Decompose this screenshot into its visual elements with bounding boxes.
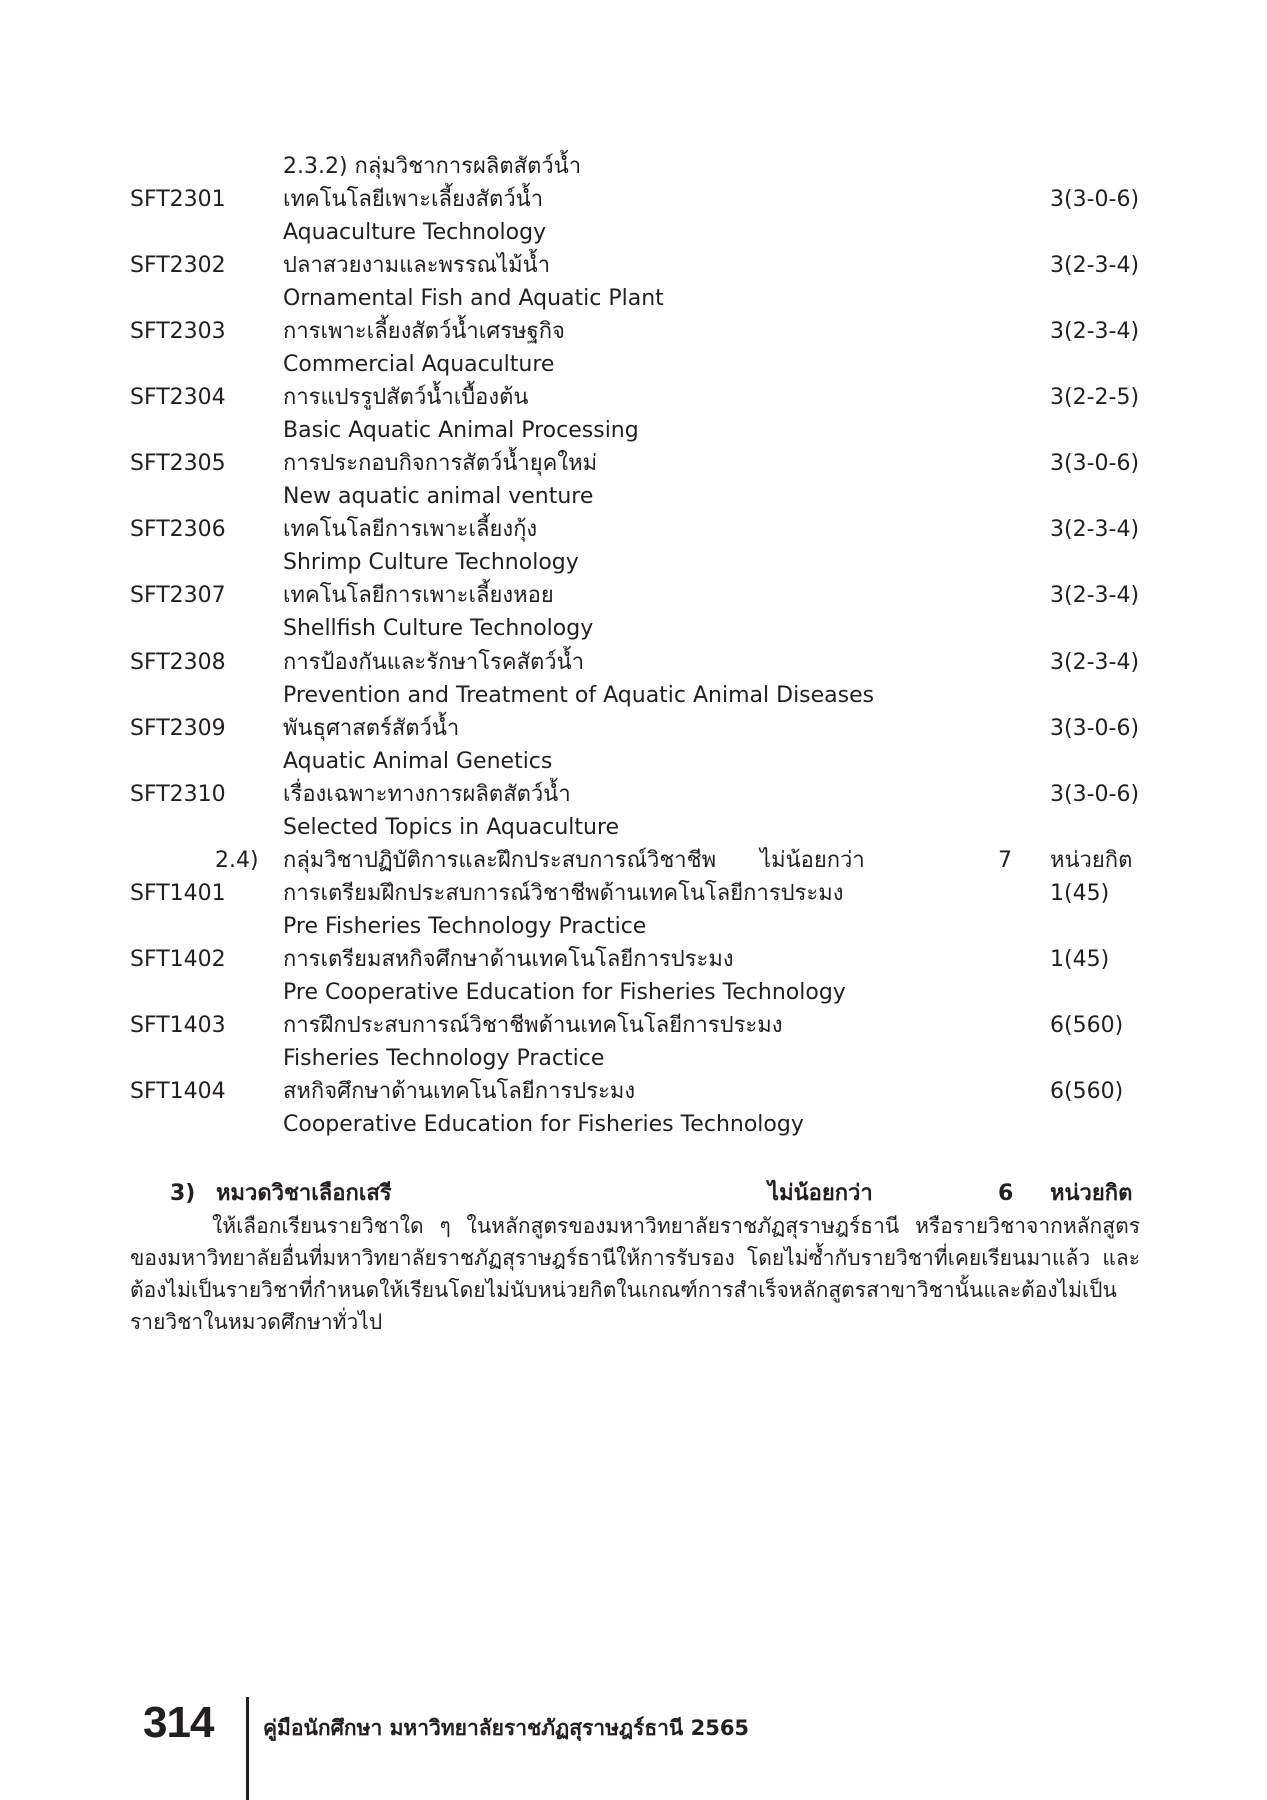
course-title-en: Prevention and Treatment of Aquatic Animal Diseases [283, 683, 875, 708]
section-title: กลุ่มวิชาปฏิบัติการและฝึกประสบการณ์วิชาชีพ [283, 848, 717, 873]
course-title-th: เรื่องเฉพาะทางการผลิตสัตว์น้ำ [283, 782, 571, 807]
course-credit: 6(560) [1050, 1013, 1124, 1038]
section-credit-unit: หน่วยกิต [1050, 1181, 1133, 1206]
course-credit: 3(2-3-4) [1050, 650, 1140, 675]
course-title-th: เทคโนโลยีการเพาะเลี้ยงกุ้ง [283, 517, 538, 542]
course-credit: 3(2-3-4) [1050, 253, 1140, 278]
section-number: 3) [170, 1181, 196, 1206]
course-credit: 3(2-2-5) [1050, 385, 1140, 410]
section-min-label: ไม่น้อยกว่า [768, 1181, 873, 1206]
course-title-th: การป้องกันและรักษาโรคสัตว์น้ำ [283, 650, 585, 675]
course-title-th: เทคโนโลยีการเพาะเลี้ยงหอย [283, 583, 554, 608]
course-code: SFT2310 [130, 782, 226, 807]
course-title-en: Ornamental Fish and Aquatic Plant [283, 286, 664, 311]
subsection-heading: 2.3.2) กลุ่มวิชาการผลิตสัตว์น้ำ [283, 154, 582, 179]
footer-divider [246, 1697, 249, 1800]
course-credit: 3(3-0-6) [1050, 716, 1140, 741]
course-title-en: Cooperative Education for Fisheries Technology [283, 1112, 804, 1137]
course-title-th: การประกอบกิจการสัตว์น้ำยุคใหม่ [283, 451, 598, 476]
section-number: 2.4) [215, 848, 259, 873]
course-code: SFT1402 [130, 947, 226, 972]
course-title-en: Fisheries Technology Practice [283, 1046, 605, 1071]
section-credit-unit: หน่วยกิต [1050, 848, 1133, 873]
course-credit: 1(45) [1050, 881, 1110, 906]
footer-title: คู่มือนักศึกษา มหาวิทยาลัยราชภัฏสุราษฎร์ธานี 2565 [263, 1716, 750, 1740]
section-title: หมวดวิชาเลือกเสรี [216, 1181, 392, 1206]
course-code: SFT2303 [130, 319, 226, 344]
course-title-en: Commercial Aquaculture [283, 352, 555, 377]
course-title-en: Shrimp Culture Technology [283, 550, 579, 575]
course-title-th: การแปรรูปสัตว์น้ำเบื้องต้น [283, 385, 529, 410]
course-credit: 3(3-0-6) [1050, 451, 1140, 476]
course-title-th: การเตรียมสหกิจศึกษาด้านเทคโนโลยีการประมง [283, 947, 734, 972]
course-code: SFT2308 [130, 650, 226, 675]
course-code: SFT1404 [130, 1079, 226, 1104]
course-code: SFT2304 [130, 385, 226, 410]
course-credit: 3(3-0-6) [1050, 782, 1140, 807]
course-title-th: การเตรียมฝึกประสบการณ์วิชาชีพด้านเทคโนโลยีการประมง [283, 881, 844, 906]
course-credit: 1(45) [1050, 947, 1110, 972]
course-code: SFT2307 [130, 583, 226, 608]
course-title-th: พันธุศาสตร์สัตว์น้ำ [283, 716, 460, 741]
section-min-label: ไม่น้อยกว่า [760, 848, 865, 873]
course-credit: 3(2-3-4) [1050, 517, 1140, 542]
course-code: SFT2301 [130, 187, 226, 212]
free-elective-description: ให้เลือกเรียนรายวิชาใด ๆ ในหลักสูตรของมหาวิทยาลัยราชภัฏสุราษฎร์ธานี หรือรายวิชาจากหลักสูตรของมหาวิทยาลัยอื่นที่มหาวิทยาลัยราชภัฏสุราษฎร์ธานีให้การรับรอง โดยไม่ซ้ำกับรายวิชาที่เคยเรียนมาแล้ว และต้องไม่เป็นรายวิชาที่กำหนดให้เรียนโดยไม่นับหน่วยกิตในเกณฑ์การสำเร็จหลักสูตรสาขาวิชานั้นและต้องไม่เป็นรายวิชาในหมวดศึกษาทั่วไป [130, 1214, 1140, 1334]
course-title-th: ปลาสวยงามและพรรณไม้น้ำ [283, 253, 551, 278]
course-title-en: Aquatic Animal Genetics [283, 749, 553, 774]
course-code: SFT2305 [130, 451, 226, 476]
section-credit-value: 7 [998, 848, 1012, 873]
course-title-en: New aquatic animal venture [283, 484, 594, 509]
course-title-th: การเพาะเลี้ยงสัตว์น้ำเศรษฐกิจ [283, 319, 565, 344]
course-title-en: Aquaculture Technology [283, 220, 547, 245]
course-title-en: Basic Aquatic Animal Processing [283, 418, 639, 443]
course-code: SFT2309 [130, 716, 226, 741]
course-credit: 3(3-0-6) [1050, 187, 1140, 212]
course-title-en: Shellfish Culture Technology [283, 616, 594, 641]
course-credit: 6(560) [1050, 1079, 1124, 1104]
course-code: SFT2306 [130, 517, 226, 542]
course-title-th: สหกิจศึกษาด้านเทคโนโลยีการประมง [283, 1079, 636, 1104]
course-title-th: การฝึกประสบการณ์วิชาชีพด้านเทคโนโลยีการประมง [283, 1013, 783, 1038]
course-credit: 3(2-3-4) [1050, 583, 1140, 608]
course-title-en: Pre Fisheries Technology Practice [283, 914, 647, 939]
course-code: SFT1401 [130, 881, 226, 906]
course-title-th: เทคโนโลยีเพาะเลี้ยงสัตว์น้ำ [283, 187, 544, 212]
section-credit-value: 6 [998, 1181, 1014, 1206]
course-title-en: Pre Cooperative Education for Fisheries Technology [283, 980, 846, 1005]
course-code: SFT2302 [130, 253, 226, 278]
course-code: SFT1403 [130, 1013, 226, 1038]
page-number: 314 [143, 1698, 214, 1747]
course-title-en: Selected Topics in Aquaculture [283, 815, 620, 840]
course-credit: 3(2-3-4) [1050, 319, 1140, 344]
